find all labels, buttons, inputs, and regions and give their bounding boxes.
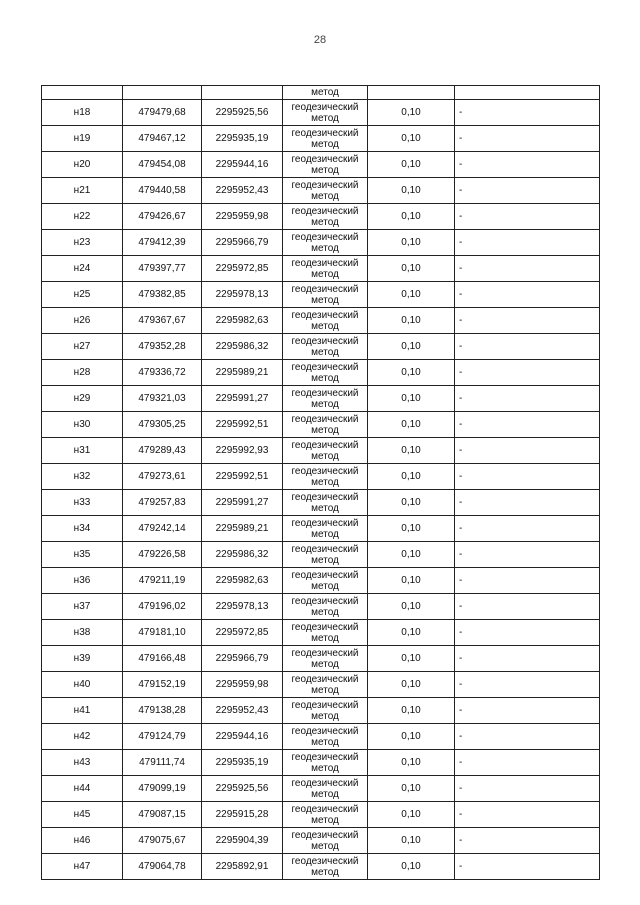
- continuation-row: [42, 86, 600, 100]
- cell-note: [455, 86, 600, 100]
- method-line: метод: [311, 788, 339, 800]
- cell-method: [283, 230, 368, 256]
- cell-name: н32: [42, 464, 123, 490]
- cell-name: н29: [42, 386, 123, 412]
- table-row: [42, 360, 600, 386]
- method-line: геодезический: [291, 647, 359, 659]
- method-line: геодезический: [291, 725, 359, 737]
- method-line: метод: [311, 632, 339, 644]
- cell-y: 2295952,43: [202, 698, 283, 724]
- method-line: метод: [311, 138, 339, 150]
- table-row: [42, 308, 600, 334]
- cell-y: 2295944,16: [202, 152, 283, 178]
- method-line: геодезический: [291, 127, 359, 139]
- cell-x: 479181,10: [123, 620, 202, 646]
- cell-note: -: [455, 282, 600, 308]
- cell-name: н26: [42, 308, 123, 334]
- cell-method: [283, 412, 368, 438]
- method-line: геодезический: [291, 855, 359, 867]
- cell-x: 479382,85: [123, 282, 202, 308]
- cell-x: 479099,19: [123, 776, 202, 802]
- table-row: [42, 256, 600, 282]
- cell-x: 479242,14: [123, 516, 202, 542]
- method-line: геодезический: [291, 153, 359, 165]
- cell-name: н31: [42, 438, 123, 464]
- cell-accuracy: 0,10: [368, 750, 455, 776]
- cell-method: [283, 438, 368, 464]
- cell-method: [283, 126, 368, 152]
- cell-accuracy: 0,10: [368, 334, 455, 360]
- cell-x: 479440,58: [123, 178, 202, 204]
- cell-method: [283, 672, 368, 698]
- table-row: [42, 230, 600, 256]
- cell-method: [283, 152, 368, 178]
- cell-note: -: [455, 126, 600, 152]
- cell-accuracy: 0,10: [368, 282, 455, 308]
- cell-name: н24: [42, 256, 123, 282]
- cell-accuracy: 0,10: [368, 594, 455, 620]
- cell-method: [283, 334, 368, 360]
- cell-note: -: [455, 230, 600, 256]
- cell-name: н33: [42, 490, 123, 516]
- cell-method: [283, 828, 368, 854]
- cell-name: н43: [42, 750, 123, 776]
- cell-accuracy: 0,10: [368, 100, 455, 126]
- cell-x: 479087,15: [123, 802, 202, 828]
- method-line: геодезический: [291, 257, 359, 269]
- cell-method: [283, 646, 368, 672]
- cell-note: -: [455, 464, 600, 490]
- cell-accuracy: 0,10: [368, 464, 455, 490]
- cell-name: н34: [42, 516, 123, 542]
- method-line: метод: [311, 190, 339, 202]
- cell-y: 2295991,27: [202, 386, 283, 412]
- cell-name: [42, 86, 123, 100]
- cell-method: [283, 490, 368, 516]
- cell-y: 2295925,56: [202, 100, 283, 126]
- method-line: геодезический: [291, 101, 359, 113]
- cell-y: 2295986,32: [202, 334, 283, 360]
- method-line: метод: [311, 164, 339, 176]
- cell-y: 2295959,98: [202, 204, 283, 230]
- cell-name: н37: [42, 594, 123, 620]
- cell-accuracy: 0,10: [368, 308, 455, 334]
- cell-x: 479336,72: [123, 360, 202, 386]
- cell-note: -: [455, 412, 600, 438]
- method-line: геодезический: [291, 491, 359, 503]
- cell-method: [283, 516, 368, 542]
- cell-x: 479367,67: [123, 308, 202, 334]
- cell-method: [283, 854, 368, 880]
- cell-method: [283, 698, 368, 724]
- table-row: [42, 724, 600, 750]
- cell-method: [283, 620, 368, 646]
- cell-note: -: [455, 776, 600, 802]
- method-line: метод: [311, 658, 339, 670]
- cell-x: 479166,48: [123, 646, 202, 672]
- cell-name: н47: [42, 854, 123, 880]
- table-row: [42, 178, 600, 204]
- cell-method: метод: [283, 86, 368, 100]
- cell-y: 2295935,19: [202, 126, 283, 152]
- cell-method: [283, 750, 368, 776]
- cell-y: 2295982,63: [202, 568, 283, 594]
- cell-accuracy: 0,10: [368, 776, 455, 802]
- method-line: метод: [311, 840, 339, 852]
- cell-name: н39: [42, 646, 123, 672]
- cell-y: 2295978,13: [202, 282, 283, 308]
- cell-method: [283, 776, 368, 802]
- cell-x: 479257,83: [123, 490, 202, 516]
- cell-name: н23: [42, 230, 123, 256]
- table-row: [42, 802, 600, 828]
- coordinates-table: [41, 85, 600, 880]
- cell-method: [283, 178, 368, 204]
- table-row: [42, 464, 600, 490]
- cell-method: [283, 360, 368, 386]
- method-line: геодезический: [291, 309, 359, 321]
- cell-y: 2295952,43: [202, 178, 283, 204]
- cell-y: 2295972,85: [202, 620, 283, 646]
- method-line: метод: [311, 502, 339, 514]
- cell-name: н30: [42, 412, 123, 438]
- cell-x: [123, 86, 202, 100]
- method-line: геодезический: [291, 751, 359, 763]
- cell-x: 479075,67: [123, 828, 202, 854]
- method-line: метод: [311, 346, 339, 358]
- cell-y: 2295972,85: [202, 256, 283, 282]
- method-line: метод: [311, 684, 339, 696]
- cell-accuracy: 0,10: [368, 516, 455, 542]
- cell-note: -: [455, 620, 600, 646]
- cell-x: 479454,08: [123, 152, 202, 178]
- table-row: [42, 412, 600, 438]
- method-line: геодезический: [291, 283, 359, 295]
- cell-y: 2295925,56: [202, 776, 283, 802]
- table-row: [42, 854, 600, 880]
- cell-accuracy: 0,10: [368, 724, 455, 750]
- cell-y: 2295992,93: [202, 438, 283, 464]
- cell-note: -: [455, 646, 600, 672]
- cell-method: [283, 386, 368, 412]
- cell-x: 479397,77: [123, 256, 202, 282]
- table-row: [42, 100, 600, 126]
- table-row: [42, 152, 600, 178]
- method-line: геодезический: [291, 543, 359, 555]
- cell-accuracy: 0,10: [368, 126, 455, 152]
- cell-x: 479352,28: [123, 334, 202, 360]
- table-row: [42, 386, 600, 412]
- method-line: геодезический: [291, 777, 359, 789]
- cell-accuracy: 0,10: [368, 854, 455, 880]
- cell-y: 2295966,79: [202, 646, 283, 672]
- cell-x: 479138,28: [123, 698, 202, 724]
- method-line: метод: [311, 320, 339, 332]
- cell-note: -: [455, 490, 600, 516]
- cell-name: н21: [42, 178, 123, 204]
- cell-accuracy: 0,10: [368, 256, 455, 282]
- page-number: 28: [313, 34, 327, 46]
- method-line: метод: [311, 710, 339, 722]
- cell-method: [283, 802, 368, 828]
- cell-note: -: [455, 516, 600, 542]
- cell-x: 479196,02: [123, 594, 202, 620]
- cell-method: [283, 464, 368, 490]
- cell-method: [283, 204, 368, 230]
- method-line: геодезический: [291, 621, 359, 633]
- table-row: [42, 828, 600, 854]
- cell-accuracy: 0,10: [368, 698, 455, 724]
- cell-accuracy: 0,10: [368, 672, 455, 698]
- cell-method: [283, 282, 368, 308]
- cell-x: 479111,74: [123, 750, 202, 776]
- cell-y: 2295991,27: [202, 490, 283, 516]
- cell-name: н22: [42, 204, 123, 230]
- method-line: геодезический: [291, 569, 359, 581]
- method-line: метод: [311, 528, 339, 540]
- method-line: геодезический: [291, 413, 359, 425]
- cell-name: н36: [42, 568, 123, 594]
- cell-accuracy: 0,10: [368, 542, 455, 568]
- cell-y: 2295982,63: [202, 308, 283, 334]
- cell-accuracy: 0,10: [368, 802, 455, 828]
- cell-name: н41: [42, 698, 123, 724]
- table-row: [42, 568, 600, 594]
- table-row: [42, 620, 600, 646]
- method-line: геодезический: [291, 803, 359, 815]
- cell-note: -: [455, 386, 600, 412]
- cell-note: -: [455, 802, 600, 828]
- method-line: геодезический: [291, 673, 359, 685]
- method-line: метод: [311, 372, 339, 384]
- cell-accuracy: 0,10: [368, 230, 455, 256]
- table-row: [42, 516, 600, 542]
- cell-note: -: [455, 828, 600, 854]
- cell-method: [283, 594, 368, 620]
- cell-method: [283, 256, 368, 282]
- cell-x: 479305,25: [123, 412, 202, 438]
- cell-note: -: [455, 698, 600, 724]
- cell-y: 2295959,98: [202, 672, 283, 698]
- cell-y: 2295892,91: [202, 854, 283, 880]
- table-row: [42, 282, 600, 308]
- cell-name: н42: [42, 724, 123, 750]
- table-row: [42, 334, 600, 360]
- cell-accuracy: 0,10: [368, 178, 455, 204]
- cell-note: -: [455, 568, 600, 594]
- cell-accuracy: 0,10: [368, 620, 455, 646]
- method-line: метод: [311, 242, 339, 254]
- method-line: метод: [311, 294, 339, 306]
- cell-x: 479289,43: [123, 438, 202, 464]
- cell-name: н25: [42, 282, 123, 308]
- cell-y: 2295989,21: [202, 516, 283, 542]
- method-line: геодезический: [291, 361, 359, 373]
- cell-y: 2295904,39: [202, 828, 283, 854]
- cell-note: -: [455, 542, 600, 568]
- table-row: [42, 776, 600, 802]
- cell-x: 479152,19: [123, 672, 202, 698]
- method-line: метод: [311, 554, 339, 566]
- cell-method: [283, 308, 368, 334]
- cell-method: [283, 542, 368, 568]
- cell-note: -: [455, 256, 600, 282]
- cell-name: н45: [42, 802, 123, 828]
- cell-name: н20: [42, 152, 123, 178]
- table-row: [42, 594, 600, 620]
- cell-x: 479211,19: [123, 568, 202, 594]
- cell-y: 2295966,79: [202, 230, 283, 256]
- method-line: метод: [311, 606, 339, 618]
- cell-x: 479479,68: [123, 100, 202, 126]
- cell-note: -: [455, 672, 600, 698]
- cell-note: -: [455, 308, 600, 334]
- table-row: [42, 646, 600, 672]
- cell-y: [202, 86, 283, 100]
- table-row: [42, 438, 600, 464]
- cell-name: н28: [42, 360, 123, 386]
- cell-name: н38: [42, 620, 123, 646]
- cell-note: -: [455, 594, 600, 620]
- table-row: [42, 750, 600, 776]
- cell-x: 479273,61: [123, 464, 202, 490]
- method-line: метод: [311, 216, 339, 228]
- method-line: геодезический: [291, 595, 359, 607]
- cell-accuracy: 0,10: [368, 490, 455, 516]
- cell-accuracy: 0,10: [368, 360, 455, 386]
- cell-accuracy: 0,10: [368, 152, 455, 178]
- method-line: метод: [311, 476, 339, 488]
- cell-note: -: [455, 360, 600, 386]
- cell-name: н44: [42, 776, 123, 802]
- cell-x: 479467,12: [123, 126, 202, 152]
- method-line: метод: [311, 450, 339, 462]
- cell-x: 479064,78: [123, 854, 202, 880]
- method-line: геодезический: [291, 205, 359, 217]
- cell-note: -: [455, 750, 600, 776]
- cell-x: 479124,79: [123, 724, 202, 750]
- cell-note: -: [455, 724, 600, 750]
- cell-x: 479412,39: [123, 230, 202, 256]
- cell-note: -: [455, 334, 600, 360]
- cell-accuracy: 0,10: [368, 646, 455, 672]
- method-line: геодезический: [291, 231, 359, 243]
- method-line: метод: [311, 268, 339, 280]
- cell-y: 2295915,28: [202, 802, 283, 828]
- cell-y: 2295992,51: [202, 412, 283, 438]
- cell-name: н18: [42, 100, 123, 126]
- cell-accuracy: [368, 86, 455, 100]
- cell-accuracy: 0,10: [368, 568, 455, 594]
- cell-y: 2295935,19: [202, 750, 283, 776]
- table-row: [42, 490, 600, 516]
- cell-x: 479321,03: [123, 386, 202, 412]
- cell-accuracy: 0,10: [368, 412, 455, 438]
- method-line: метод: [311, 112, 339, 124]
- cell-y: 2295978,13: [202, 594, 283, 620]
- method-line: метод: [311, 762, 339, 774]
- cell-accuracy: 0,10: [368, 386, 455, 412]
- cell-name: н27: [42, 334, 123, 360]
- table-row: [42, 204, 600, 230]
- cell-y: 2295989,21: [202, 360, 283, 386]
- cell-accuracy: 0,10: [368, 828, 455, 854]
- cell-method: [283, 100, 368, 126]
- method-line: метод: [311, 814, 339, 826]
- method-line: геодезический: [291, 335, 359, 347]
- cell-note: -: [455, 178, 600, 204]
- cell-method: [283, 724, 368, 750]
- cell-note: -: [455, 152, 600, 178]
- cell-accuracy: 0,10: [368, 204, 455, 230]
- method-line: геодезический: [291, 829, 359, 841]
- method-line: метод: [311, 736, 339, 748]
- cell-method: [283, 568, 368, 594]
- cell-name: н19: [42, 126, 123, 152]
- cell-name: н40: [42, 672, 123, 698]
- cell-accuracy: 0,10: [368, 438, 455, 464]
- cell-name: н46: [42, 828, 123, 854]
- method-line: геодезический: [291, 699, 359, 711]
- cell-note: -: [455, 438, 600, 464]
- method-line: геодезический: [291, 517, 359, 529]
- method-line: метод: [311, 580, 339, 592]
- cell-y: 2295944,16: [202, 724, 283, 750]
- cell-y: 2295986,32: [202, 542, 283, 568]
- cell-x: 479426,67: [123, 204, 202, 230]
- method-line: геодезический: [291, 439, 359, 451]
- method-line: метод: [311, 424, 339, 436]
- table-row: [42, 672, 600, 698]
- cell-x: 479226,58: [123, 542, 202, 568]
- cell-note: -: [455, 854, 600, 880]
- cell-note: -: [455, 204, 600, 230]
- method-line: метод: [311, 398, 339, 410]
- method-line: геодезический: [291, 465, 359, 477]
- cell-name: н35: [42, 542, 123, 568]
- method-line: геодезический: [291, 387, 359, 399]
- cell-note: -: [455, 100, 600, 126]
- cell-y: 2295992,51: [202, 464, 283, 490]
- table-row: [42, 542, 600, 568]
- table-row: [42, 126, 600, 152]
- table-row: [42, 698, 600, 724]
- method-line: геодезический: [291, 179, 359, 191]
- method-line: метод: [311, 866, 339, 878]
